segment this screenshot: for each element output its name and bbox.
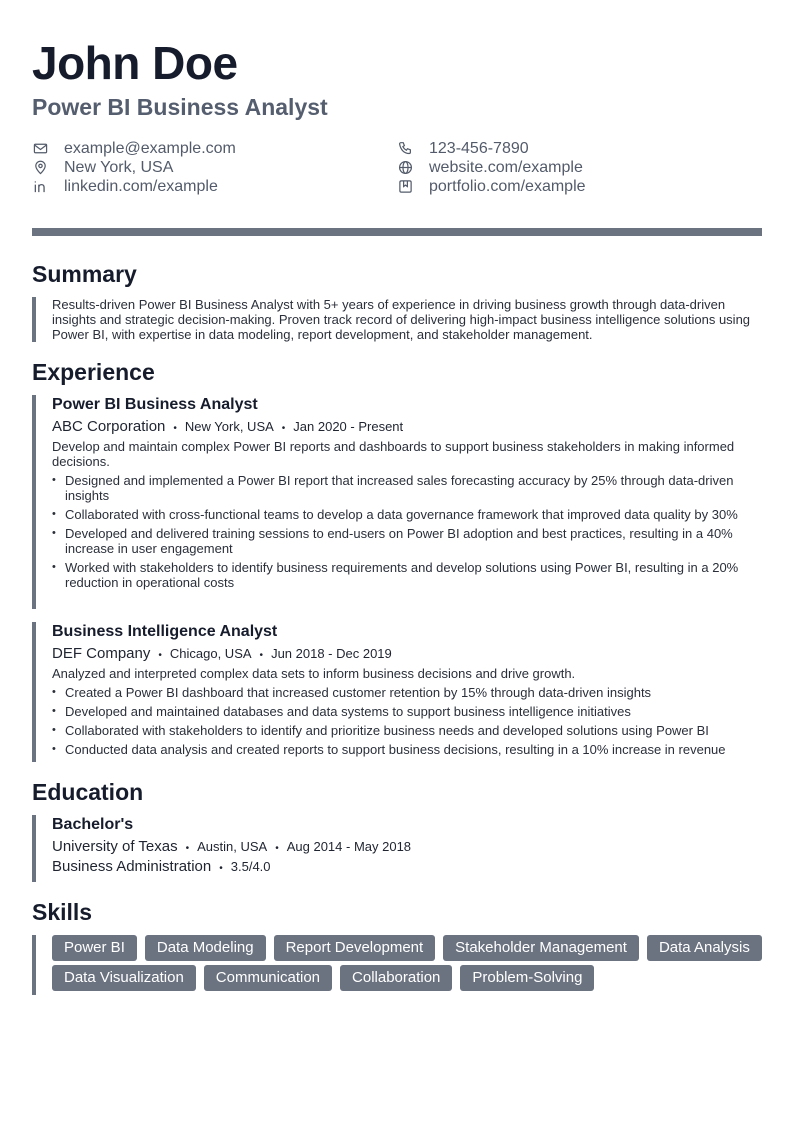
education-entry: [32, 815, 762, 882]
job-location: Chicago, USA: [169, 646, 252, 661]
education-location: Austin, USA: [197, 839, 268, 854]
mail-icon: [32, 141, 48, 157]
contact-phone[interactable]: [397, 139, 529, 158]
header-divider: [32, 228, 762, 236]
contact-location: [32, 158, 173, 177]
job-meta: [52, 645, 762, 662]
skill-tag: Data Visualization: [52, 965, 196, 991]
job-bullet: • Worked with stakeholders to identify business requirements and develop solutions using Power BI, resulting in a 20% reduction in operational costs: [52, 560, 762, 590]
skill-tag: Data Analysis: [647, 935, 762, 961]
email-text: example@example.com: [64, 139, 236, 157]
contact-portfolio[interactable]: [397, 177, 586, 196]
linkedin-text: linkedin.com/example: [64, 177, 218, 195]
separator-dot: •: [281, 423, 286, 434]
skill-tag: Communication: [204, 965, 332, 991]
job-bullet: • Conducted data analysis and created reports to support business decisions, resulting in a 10% increase in revenue: [52, 742, 762, 757]
separator-dot: •: [158, 650, 162, 661]
skill-tag: Report Development: [274, 935, 436, 961]
skills-list: [52, 935, 762, 991]
job-entry: [32, 395, 762, 609]
education-field-line: [52, 858, 762, 875]
job-bullet: • Developed and delivered training sessions to end-users on Power BI adoption and best practices, resulting in a 40% increase in user engagement: [52, 526, 762, 556]
job-company: DEF Company: [52, 645, 151, 662]
skills-block: [32, 935, 762, 995]
job-bullet: • Collaborated with cross-functional teams to develop a data governance framework that improved data quality by 30%: [52, 507, 762, 522]
experience-heading: Experience: [32, 359, 155, 385]
job-entry: [32, 622, 762, 762]
education-dates: Aug 2014 - May 2018: [286, 839, 412, 854]
portfolio-icon: [397, 179, 413, 195]
education-school-line: [52, 838, 762, 855]
skill-tag: Problem-Solving: [460, 965, 594, 991]
contact-email[interactable]: [32, 139, 236, 158]
skill-tag: Data Modeling: [145, 935, 266, 961]
phone-icon: [397, 141, 413, 157]
summary-block: [32, 297, 762, 342]
job-bullets: [52, 685, 762, 757]
contact-website[interactable]: [397, 158, 583, 177]
job-bullet: • Developed and maintained databases and data systems to support business intelligence initiatives: [52, 704, 762, 719]
separator-dot: •: [185, 843, 190, 854]
job-bullet: • Designed and implemented a Power BI report that increased sales forecasting accuracy by 25% through data-driven insights: [52, 473, 762, 503]
job-meta: [52, 418, 762, 435]
job-location: New York, USA: [184, 419, 274, 434]
skill-tag: Collaboration: [340, 965, 452, 991]
location-text: New York, USA: [64, 158, 174, 176]
skill-tag: Power BI: [52, 935, 137, 961]
job-dates: Jun 2018 - Dec 2019: [271, 646, 392, 661]
website-text: website.com/example: [429, 158, 583, 176]
education-school: University of Texas: [52, 838, 178, 855]
separator-dot: •: [259, 650, 264, 661]
job-title: Business Intelligence Analyst: [52, 623, 278, 640]
portfolio-text: portfolio.com/example: [429, 177, 586, 195]
job-description: Analyzed and interpreted complex data sets to inform business decisions and drive growth.: [52, 666, 576, 681]
summary-heading: Summary: [32, 261, 137, 287]
separator-dot: •: [219, 863, 223, 874]
education-heading: Education: [32, 779, 144, 805]
candidate-title: Power BI Business Analyst: [32, 94, 328, 120]
job-bullet: • Collaborated with stakeholders to identify and prioritize business needs and developed solutions using Power BI: [52, 723, 762, 738]
contact-linkedin[interactable]: [32, 177, 218, 196]
separator-dot: •: [275, 843, 279, 854]
candidate-name: John Doe: [32, 37, 238, 89]
education-degree: Bachelor's: [52, 816, 134, 833]
globe-icon: [397, 160, 413, 176]
linkedin-icon: [32, 179, 48, 195]
separator-dot: •: [173, 423, 177, 434]
job-bullet: • Created a Power BI dashboard that increased customer retention by 15% through data-driven insights: [52, 685, 762, 700]
job-description: Develop and maintain complex Power BI reports and dashboards to support business stakeholders in making informed decisions.: [52, 439, 735, 469]
job-bullets: [52, 473, 762, 590]
skills-heading: Skills: [32, 899, 93, 925]
skill-tag: Stakeholder Management: [443, 935, 639, 961]
job-company: ABC Corporation: [52, 418, 166, 435]
job-dates: Jan 2020 - Present: [293, 419, 404, 434]
phone-text: 123-456-7890: [429, 139, 529, 157]
education-field: Business Administration: [52, 858, 212, 875]
map-pin-icon: [32, 160, 48, 176]
job-title: Power BI Business Analyst: [52, 396, 258, 413]
education-gpa: 3.5/4.0: [230, 859, 271, 874]
summary-text: Results-driven Power BI Business Analyst with 5+ years of experience in driving business growth through data-driven insights and strategic decision-making. Proven track record of delivering high-impact business intelligence solutions using Power BI, with expertise in data modeling, report development, and stakeholder management.: [52, 297, 751, 342]
